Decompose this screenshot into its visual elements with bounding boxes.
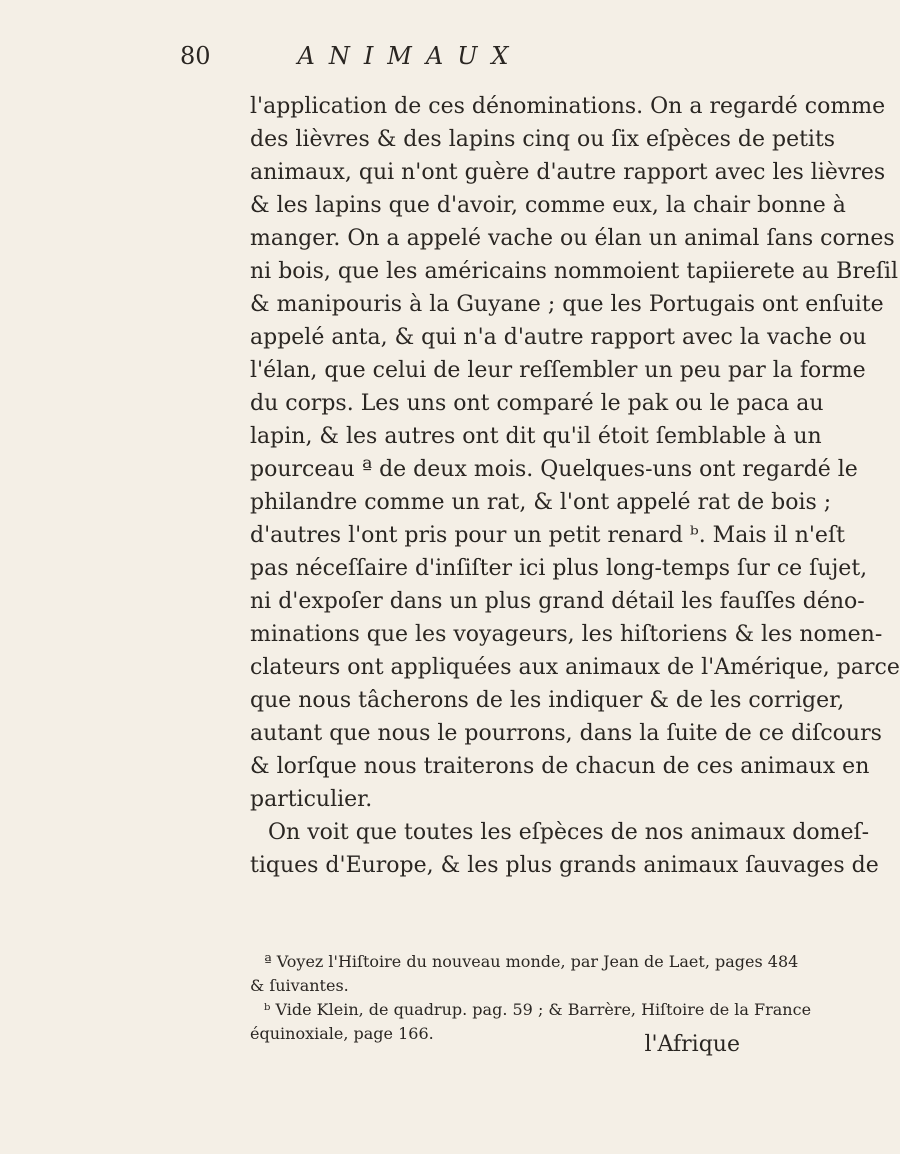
text-line: que nous tâcherons de les indiquer & de les corriger, (250, 688, 845, 713)
text-line: ni d'expoſer dans un plus grand détail les fauſſes déno- (250, 589, 865, 614)
text-line: l'élan, que celui de leur reſſembler un peu par la forme (250, 358, 866, 383)
text-line: pas néceſſaire d'inſiſter ici plus long-temps ſur ce ſujet, (250, 556, 868, 581)
text-line: ni bois, que les américains nommoient tapiierete au Breſil (250, 259, 899, 284)
text-line: & les lapins que d'avoir, comme eux, la chair bonne à (250, 193, 846, 218)
text-line: particulier. (250, 787, 373, 812)
page-header (180, 42, 640, 82)
page-number: 80 (180, 42, 211, 70)
catchword: l'Afrique (644, 1032, 740, 1057)
text-line: autant que nous le pourrons, dans la ſuite de ce diſcours (250, 721, 882, 746)
text-line: minations que les voyageurs, les hiſtoriens & les nomen- (250, 622, 883, 647)
text-line: manger. On a appelé vache ou élan un animal ſans cornes (250, 226, 895, 251)
text-line: clateurs ont appliquées aux animaux de l'Amérique, parce (250, 655, 900, 680)
text-line: animaux, qui n'ont guère d'autre rapport avec les lièvres (250, 160, 886, 185)
text-line: tiques d'Europe, & les plus grands animaux ſauvages de (250, 853, 879, 878)
text-line: philandre comme un rat, & l'ont appelé rat de bois ; (250, 490, 832, 515)
text-line: l'application de ces dénominations. On a regardé comme (250, 94, 886, 119)
text-line: appelé anta, & qui n'a d'autre rapport avec la vache ou (250, 325, 867, 350)
footnote-line: équinoxiale, page 166. (250, 1024, 434, 1043)
running-title: ANIMAUX (297, 42, 523, 70)
text-line: pourceau ª de deux mois. Quelques-uns ont regardé le (250, 457, 858, 482)
text-line: & manipouris à la Guyane ; que les Portugais ont enſuite (250, 292, 884, 317)
text-line: lapin, & les autres ont dit qu'il étoit ſemblable à un (250, 424, 822, 449)
footnote-line: ª Voyez l'Hiſtoire du nouveau monde, par Jean de Laet, pages 484 (264, 952, 799, 971)
text-line: & lorſque nous traiterons de chacun de ces animaux en (250, 754, 870, 779)
text-line: des lièvres & des lapins cinq ou ſix eſpèces de petits (250, 127, 836, 152)
body-text (250, 90, 900, 882)
footnote-line: ᵇ Vide Klein, de quadrup. pag. 59 ; & Barrère, Hiſtoire de la France (264, 1000, 812, 1019)
text-line: On voit que toutes les eſpèces de nos animaux domeſ- (268, 820, 870, 845)
footnote-line: & ſuivantes. (250, 976, 349, 995)
text-line: du corps. Les uns ont comparé le pak ou le paca au (250, 391, 824, 416)
text-line: d'autres l'ont pris pour un petit renard ᵇ. Mais il n'eſt (250, 523, 845, 548)
